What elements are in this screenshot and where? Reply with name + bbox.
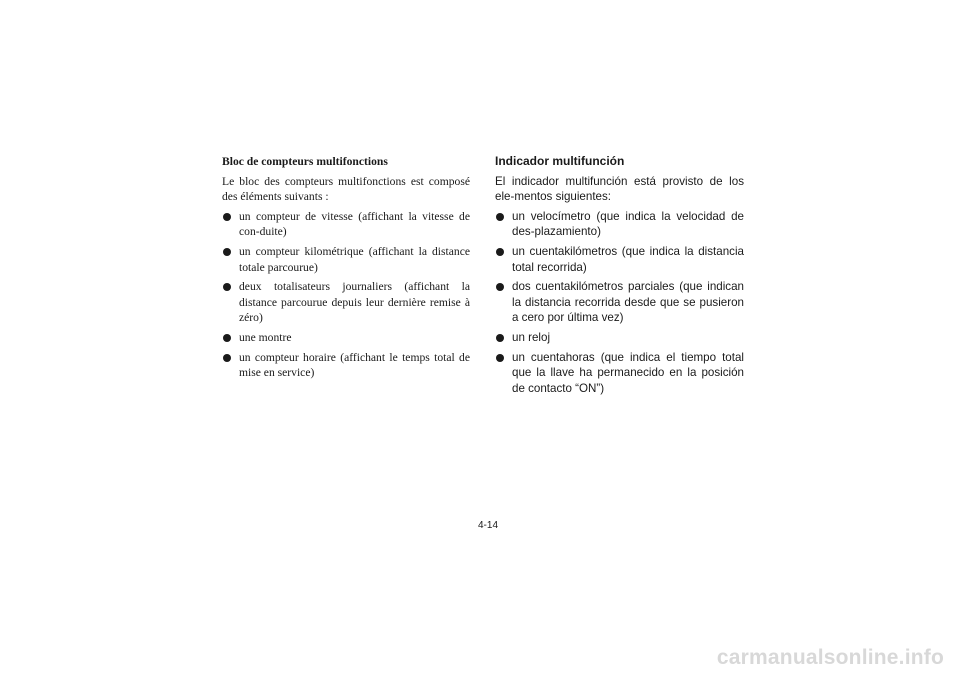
- list-item: un cuentakilómetros (que indica la distancia total recorrida): [495, 244, 744, 275]
- list-item: deux totalisateurs journaliers (affichant la distance parcourue depuis leur dernière remise à zéro): [222, 279, 470, 326]
- french-heading: Bloc de compteurs multifonctions: [222, 155, 388, 168]
- bullet-icon: [496, 334, 504, 342]
- french-list: [222, 209, 470, 381]
- spanish-heading: Indicador multifunción: [495, 154, 625, 168]
- bullet-icon: [496, 283, 504, 291]
- list-item: un reloj: [495, 330, 744, 346]
- page-number: 4-14: [477, 520, 498, 531]
- list-item: une montre: [222, 330, 470, 346]
- bullet-icon: [223, 248, 231, 256]
- french-intro: Le bloc des compteurs multifonctions est composé des éléments suivants :: [222, 174, 470, 204]
- bullet-icon: [496, 213, 504, 221]
- list-item: un compteur horaire (affichant le temps total de mise en service): [222, 350, 470, 381]
- bullet-icon: [496, 354, 504, 362]
- list-item: un compteur kilométrique (affichant la distance totale parcourue): [222, 244, 470, 275]
- watermark: carmanualsonline.info: [716, 646, 944, 669]
- bullet-icon: [223, 354, 231, 362]
- bullet-icon: [223, 334, 231, 342]
- french-column: [222, 154, 470, 385]
- bullet-icon: [223, 213, 231, 221]
- spanish-column: [495, 154, 744, 400]
- spanish-intro: El indicador multifunción está provisto de los ele-mentos siguientes:: [495, 174, 744, 204]
- list-item: un velocímetro (que indica la velocidad de des-plazamiento): [495, 209, 744, 240]
- list-item: un compteur de vitesse (affichant la vitesse de con-duite): [222, 209, 470, 240]
- list-item: un cuentahoras (que indica el tiempo total que la llave ha permanecido en la posición de contacto “ON”): [495, 350, 744, 397]
- bullet-icon: [223, 283, 231, 291]
- list-item: dos cuentakilómetros parciales (que indican la distancia recorrida desde que se pusieron a cero por última vez): [495, 279, 744, 326]
- spanish-list: [495, 209, 744, 397]
- bullet-icon: [496, 248, 504, 256]
